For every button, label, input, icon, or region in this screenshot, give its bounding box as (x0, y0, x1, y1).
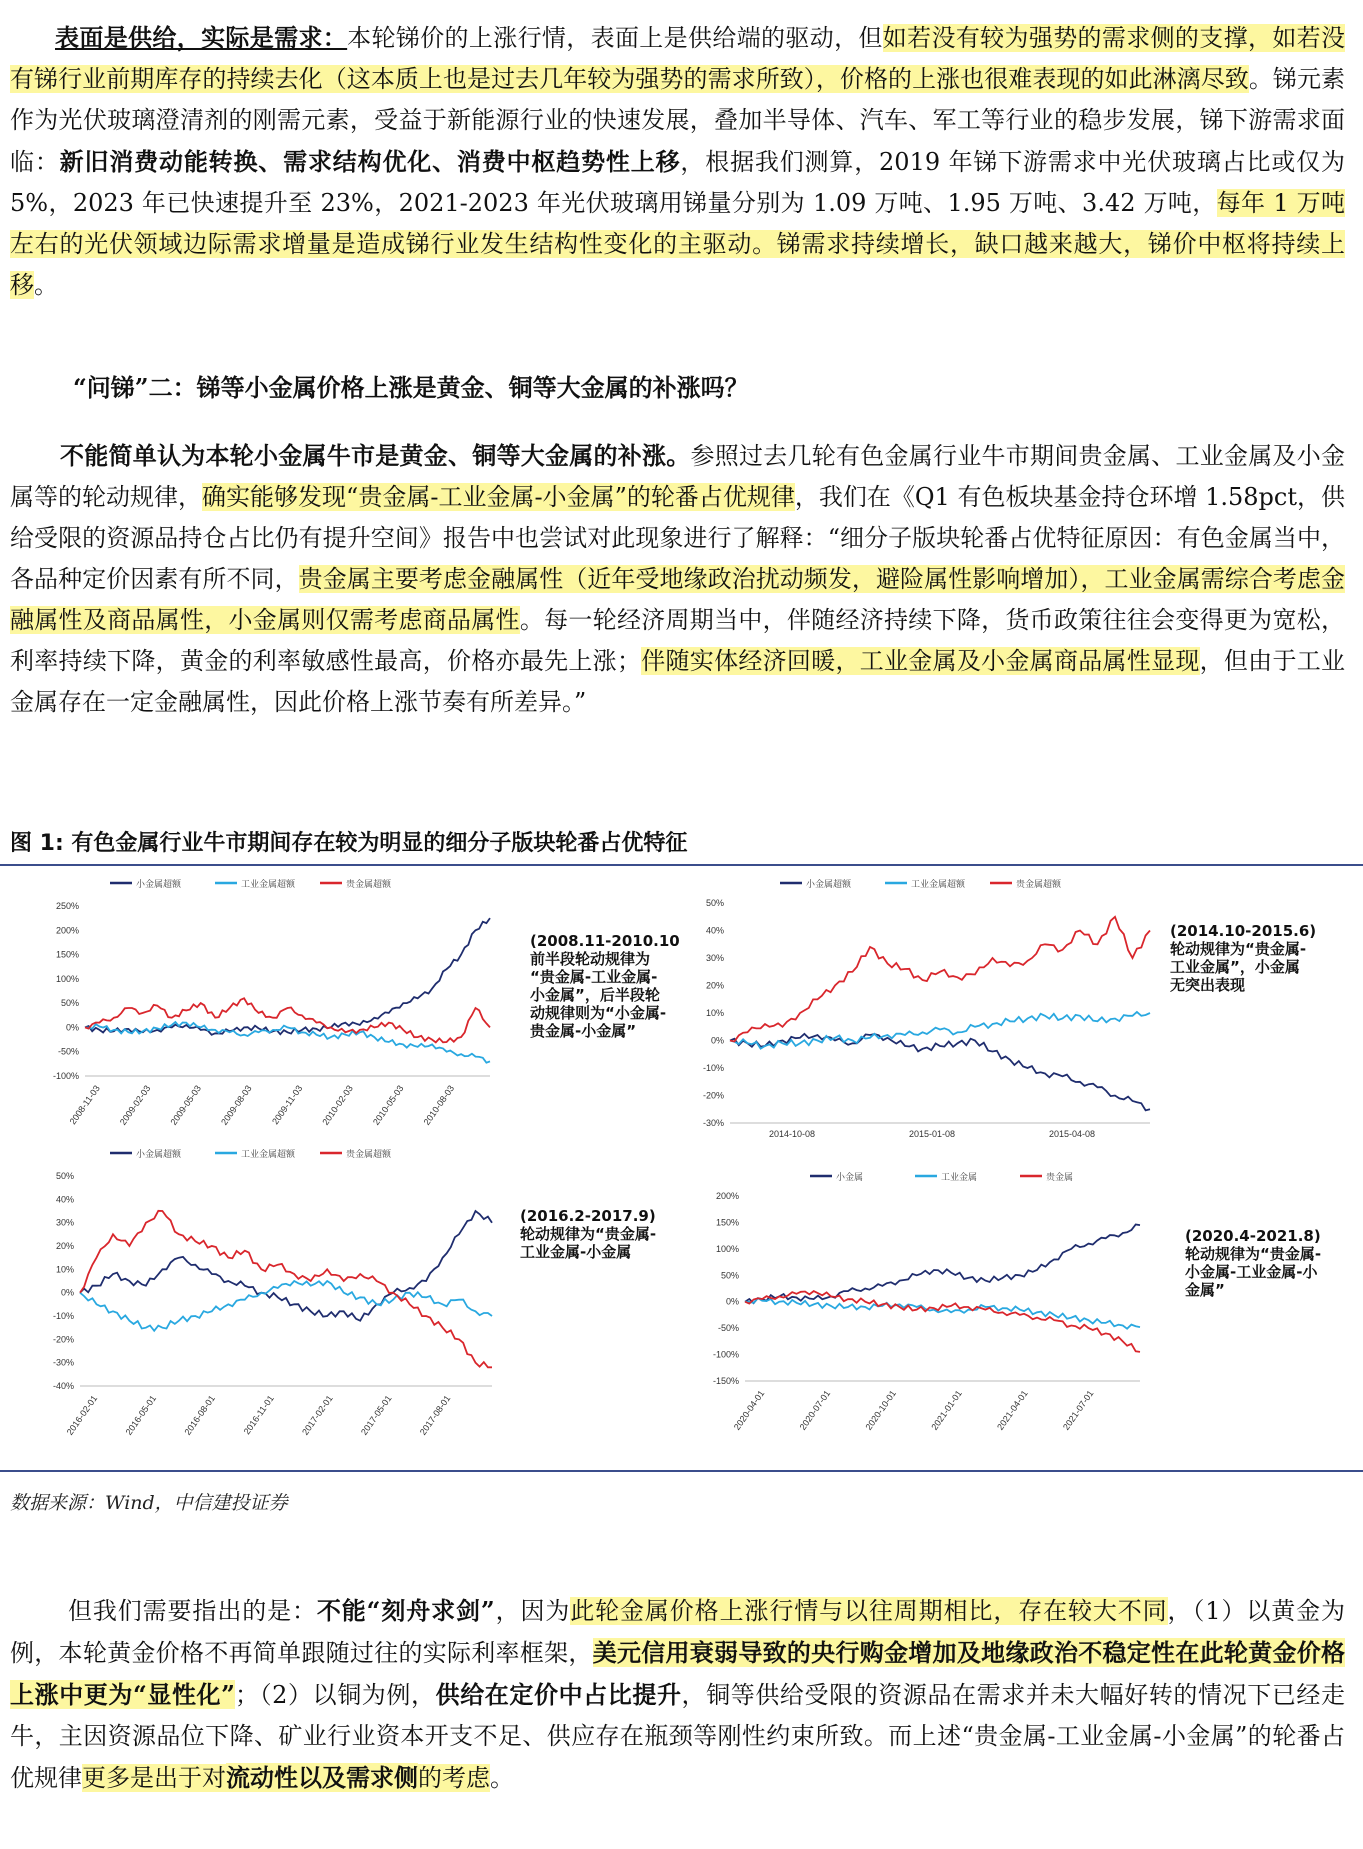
series-line (85, 1022, 490, 1063)
x-tick-label: 2017-05-01 (358, 1393, 394, 1437)
para3-segment: 的考虑 (418, 1764, 490, 1792)
y-tick-label: 0% (65, 1022, 79, 1033)
x-tick-label: 2017-02-01 (300, 1393, 335, 1437)
chart-annotation: 小金属-工业金属-小 (1185, 1263, 1318, 1281)
section-heading: “问锑”二：锑等小金属价格上涨是黄金、铜等大金属的补涨吗？ (73, 373, 749, 402)
chart-annotation: 前半段轮动规律为 (530, 950, 651, 968)
para1-segment: 。 (34, 271, 58, 299)
legend-label: 小金属超额 (136, 879, 182, 889)
x-tick-label: 2008-11-03 (67, 1083, 102, 1127)
y-tick-label: 250% (55, 901, 79, 911)
x-tick-label: 2017-08-01 (417, 1393, 453, 1437)
chart-annotation: 轮动规律为“贵金属- (520, 1225, 657, 1243)
y-tick-label: 20% (705, 980, 724, 991)
chart-annotation: “贵金属-工业金属- (530, 968, 658, 986)
y-tick-label: 40% (705, 925, 724, 936)
series-line (80, 1211, 492, 1368)
para3-segment: 流动性以及需求侧 (226, 1763, 418, 1792)
x-tick-label: 2009-05-03 (168, 1083, 204, 1127)
x-tick-label: 2014-10-08 (768, 1129, 816, 1139)
para2-segment: ，但由于工业金属存在一定金融属性，因此价格上涨节奏有所差异。” (10, 647, 1346, 716)
figure-source: 数据来源：Wind，中信建投证券 (10, 1492, 288, 1514)
y-tick-label: -30% (52, 1357, 74, 1368)
y-tick-label: 30% (705, 953, 724, 963)
x-tick-label: 2015-01-08 (908, 1129, 956, 1139)
legend-label: 小金属 (836, 1172, 864, 1182)
x-tick-label: 2016-11-01 (241, 1393, 276, 1437)
para1-segment: 表面是供给，实际是需求： (55, 23, 348, 52)
chart-2 (703, 878, 1316, 1139)
series-line (80, 1211, 492, 1321)
chart-annotation: 轮动规律为“贵金属- (1185, 1245, 1322, 1263)
y-tick-label: 10% (705, 1008, 724, 1018)
y-tick-label: -100% (712, 1349, 739, 1360)
chart-annotation: 工业金属”，小金属 (1170, 958, 1300, 976)
y-tick-label: 20% (55, 1241, 74, 1251)
para2-segment: 不能简单认为本轮小金属牛市是黄金、铜等大金属的补涨。 (60, 441, 691, 470)
legend-label: 贵金属超额 (346, 879, 392, 889)
y-tick-label: 50% (720, 1270, 739, 1281)
y-tick-label: -10% (702, 1063, 724, 1073)
legend-label: 工业金属 (941, 1172, 978, 1182)
x-tick-label: 2020-04-01 (731, 1388, 767, 1432)
para3-segment: 但我们需要指出的是： (68, 1597, 317, 1625)
y-tick-label: 50% (705, 898, 724, 908)
para3-segment: ，因为 (494, 1597, 571, 1625)
y-tick-label: -50% (717, 1323, 739, 1334)
x-tick-label: 2020-10-01 (863, 1388, 899, 1432)
y-tick-label: 0% (60, 1287, 74, 1298)
y-tick-label: -30% (702, 1118, 724, 1128)
para1-segment: 新旧消费动能转换、需求结构优化、消费中枢趋势性上移 (59, 147, 681, 176)
paragraph-supply-demand (10, 17, 1345, 306)
para3-segment: ；（2）以铜为例， (234, 1681, 436, 1709)
y-tick-label: 200% (55, 925, 79, 936)
para3-segment: ，（1）以黄金为例，本轮黄金价格不再简单跟随过往的实际利率框架， (10, 1597, 1346, 1667)
y-tick-label: -10% (52, 1311, 74, 1321)
y-tick-label: 50% (60, 998, 79, 1009)
para2-segment: 伴随实体经济回暖，工业金属及小金属商品属性显现 (640, 647, 1200, 675)
y-tick-label: 150% (55, 949, 79, 960)
para3-segment: 美元信用衰弱导致的央行购金增加及地缘政治不稳定性在此轮黄金价格上涨中更为“显性化” (10, 1638, 1346, 1709)
chart-annotation: 动规律则为“小金属- (530, 1004, 667, 1022)
para2-segment: 贵金属主要考虑金融属性（近年受地缘政治扰动频发，避险属性影响增加），工业金属需综合考虑金融属性及商品属性，小金属则仅需考虑商品属性 (10, 565, 1345, 634)
figure-bottom-rule (0, 1470, 1363, 1472)
y-tick-label: 100% (715, 1243, 739, 1254)
para1-segment: ，根据我们测算，2019 年锑下游需求中光伏玻璃占比或仅为 5%，2023 年已快速提升至 23%，2021-2023 年光伏玻璃用锑量分别为 1.09 万吨、1.95 万吨、3.42 万吨， (10, 148, 1346, 217)
para1-segment: 本轮锑价的上涨行情，表面上是供给端的驱动，但 (347, 24, 883, 52)
series-line (730, 917, 1150, 1042)
para3-segment: 不能“刻舟求剑” (316, 1596, 495, 1625)
paragraph-caution (10, 1590, 1345, 1799)
y-tick-label: 100% (55, 973, 79, 984)
legend-label: 工业金属超额 (241, 879, 296, 889)
paragraph-rotation (10, 435, 1345, 723)
chart-annotation: 无突出表现 (1170, 976, 1246, 994)
legend-label: 工业金属超额 (911, 879, 966, 889)
x-tick-label: 2021-01-01 (929, 1388, 964, 1432)
legend-label: 小金属超额 (136, 1149, 182, 1159)
series-line (730, 1012, 1150, 1049)
legend-label: 贵金属 (1046, 1172, 1074, 1182)
para3-segment: 供给在定价中占比提升 (435, 1680, 682, 1709)
series-line (85, 918, 490, 1035)
para3-segment: 此轮金属价格上涨行情与以往周期相比，存在较大不同 (570, 1597, 1168, 1625)
chart-annotation: 小金属”，后半段轮 (530, 986, 660, 1004)
figure-title: 图 1: 有色金属行业牛市期间存在较为明显的细分子版块轮番占优特征 (10, 831, 688, 856)
y-tick-label: 0% (710, 1035, 724, 1046)
x-tick-label: 2016-05-01 (123, 1393, 159, 1437)
y-tick-label: 200% (715, 1191, 739, 1201)
legend-label: 小金属超额 (806, 879, 852, 889)
para2-segment: 确实能够发现“贵金属-工业金属-小金属”的轮番占优规律 (202, 483, 795, 511)
para1-segment: 如若没有较为强势的需求侧的支撑，如若没有锑行业前期库存的持续去化（这本质上也是过去几年较为强势的需求所致），价格的上涨也很难表现的如此淋漓尽致 (10, 24, 1346, 93)
para3-segment: 更多是出于对 (82, 1764, 226, 1792)
y-tick-label: 40% (55, 1194, 74, 1205)
y-tick-label: -150% (712, 1376, 739, 1386)
series-line (85, 998, 490, 1042)
chart-annotation: (2008.11-2010.10 (530, 932, 680, 950)
y-tick-label: -20% (52, 1334, 74, 1345)
chart-annotation: (2016.2-2017.9) (520, 1207, 656, 1225)
x-tick-label: 2009-08-03 (219, 1083, 254, 1127)
para1-segment: 每年 1 万吨左右的光伏领域边际需求增量是造成锑行业发生结构性变化的主驱动。锑需求持续增长，缺口越来越大，锑价中枢将持续上移 (10, 189, 1345, 299)
chart-annotation: 工业金属-小金属 (520, 1243, 632, 1261)
legend-label: 贵金属超额 (1016, 879, 1062, 889)
x-tick-label: 2010-08-03 (421, 1083, 457, 1127)
y-tick-label: 50% (55, 1171, 74, 1181)
chart-annotation: 贵金属-小金属” (530, 1022, 637, 1040)
x-tick-label: 2015-04-08 (1048, 1129, 1096, 1139)
para1-segment: 。锑元素作为光伏玻璃澄清剂的刚需元素，受益于新能源行业的快速发展，叠加半导体、汽车、军工等行业的稳步发展，锑下游需求面临： (10, 65, 1346, 176)
chart-4 (713, 1171, 1321, 1432)
chart-3 (53, 1148, 656, 1437)
y-tick-label: -50% (57, 1046, 79, 1057)
y-tick-label: 0% (725, 1296, 739, 1307)
x-tick-label: 2020-07-01 (797, 1388, 833, 1432)
y-tick-label: -100% (52, 1071, 79, 1081)
chart-annotation: 轮动规律为“贵金属- (1170, 940, 1307, 958)
chart-1 (53, 878, 680, 1127)
para2-segment: 参照过去几轮有色金属行业牛市期间贵金属、工业金属及小金属等的轮动规律， (10, 442, 1345, 511)
para3-segment: ，铜等供给受限的资源品在需求并未大幅好转的情况下已经走牛，主因资源品位下降、矿业行业资本开支不足、供应存在瓶颈等刚性约束所致。而上述“贵金属-工业金属-小金属”的轮番占优规律 (10, 1681, 1346, 1792)
y-tick-label: -40% (52, 1381, 74, 1391)
legend-label: 贵金属超额 (346, 1149, 392, 1159)
x-tick-label: 2016-08-01 (182, 1393, 218, 1437)
x-tick-label: 2010-02-03 (320, 1083, 355, 1127)
para2-segment: ，我们在《Q1 有色板块基金持仓环增 1.58pct，供给受限的资源品持仓占比仍有提升空间》报告中也尝试对此现象进行了解释：“细分子版块轮番占优特征原因：有色金属当中，各品种定价因素有所不同， (10, 483, 1345, 593)
para2-segment: 。每一轮经济周期当中，伴随经济持续下降，货币政策往往会变得更为宽松，利率持续下降，黄金的利率敏感性最高，价格亦最先上涨； (10, 606, 1346, 675)
x-tick-label: 2009-02-03 (117, 1083, 153, 1127)
x-tick-label: 2010-05-03 (370, 1083, 406, 1127)
figure-charts (0, 866, 1363, 1466)
chart-annotation: (2020.4-2021.8) (1185, 1227, 1321, 1245)
legend-label: 工业金属超额 (241, 1149, 296, 1159)
x-tick-label: 2021-07-01 (1060, 1388, 1096, 1432)
series-line (745, 1298, 1140, 1329)
chart-annotation: (2014.10-2015.6) (1170, 922, 1317, 940)
y-tick-label: 10% (55, 1264, 74, 1275)
x-tick-label: 2021-04-01 (995, 1388, 1030, 1432)
series-line (80, 1281, 492, 1331)
para3-segment: 。 (490, 1764, 514, 1792)
x-tick-label: 2016-02-01 (64, 1393, 100, 1437)
chart-annotation: 金属” (1185, 1281, 1225, 1299)
x-tick-label: 2009-11-03 (270, 1083, 305, 1127)
series-line (730, 1034, 1150, 1111)
y-tick-label: 30% (55, 1217, 74, 1228)
y-tick-label: -20% (702, 1090, 724, 1101)
y-tick-label: 150% (715, 1217, 739, 1228)
